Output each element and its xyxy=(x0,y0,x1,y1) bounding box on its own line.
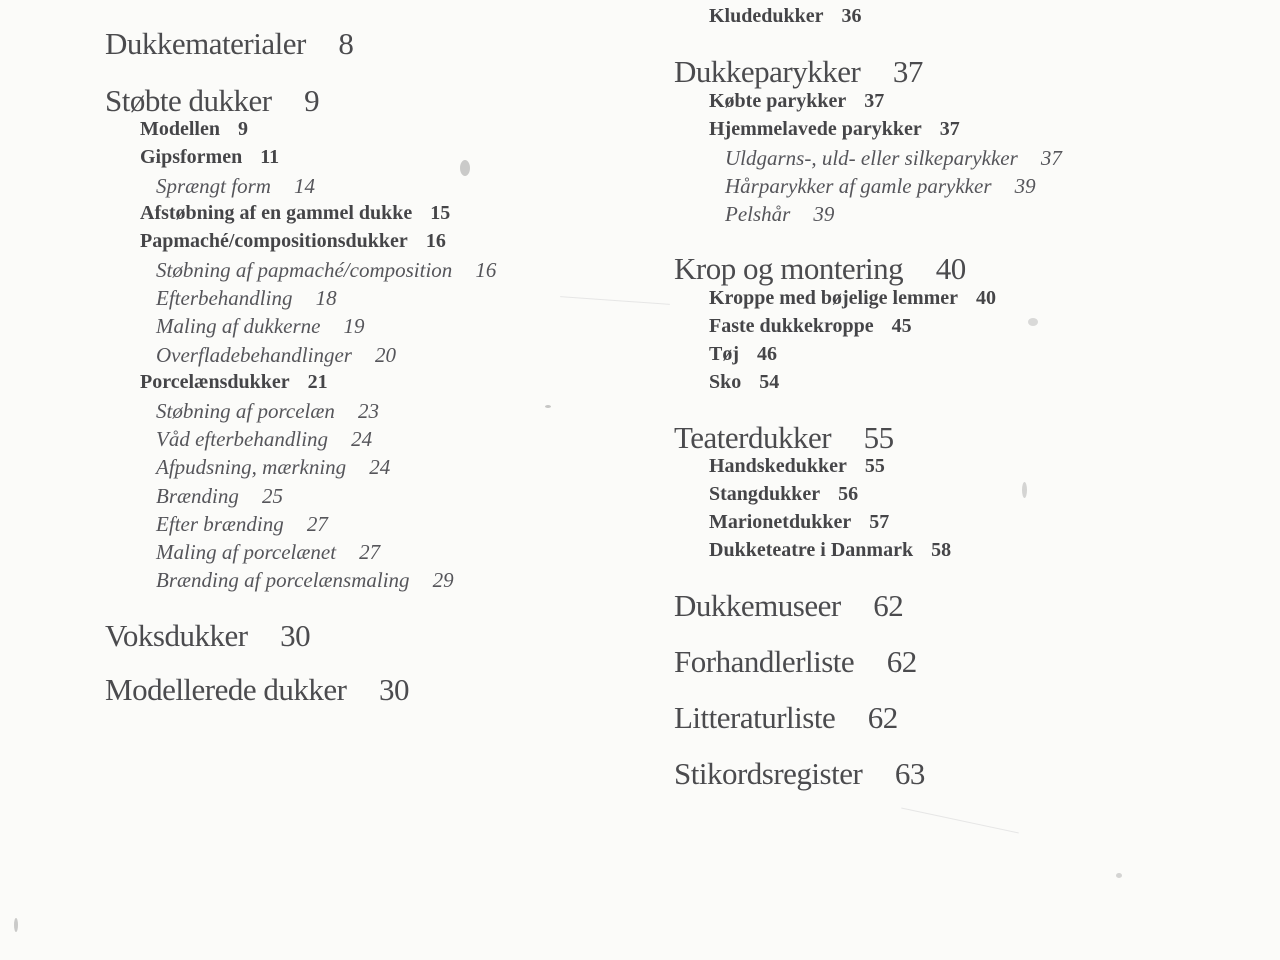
toc-entry-page-number: 29 xyxy=(432,568,454,592)
toc-entry-page-number: 8 xyxy=(338,26,354,61)
toc-entry-title: Papmaché/compositionsdukker xyxy=(140,230,408,252)
toc-entry xyxy=(156,484,283,509)
paper-scratch xyxy=(560,296,670,305)
toc-entry xyxy=(674,420,894,456)
toc-entry-title: Stangdukker xyxy=(709,483,821,505)
toc-entry xyxy=(140,202,450,225)
toc-entry-page-number: 56 xyxy=(838,483,859,505)
toc-entry xyxy=(709,5,861,28)
toc-entry-title: Brænding af porcelænsmaling xyxy=(156,568,410,592)
toc-entry-page-number: 16 xyxy=(475,258,497,282)
toc-entry xyxy=(140,230,446,253)
paper-speck xyxy=(460,160,470,176)
toc-entry-page-number: 14 xyxy=(294,174,316,198)
toc-entry-title: Maling af porcelænet xyxy=(156,540,337,564)
toc-entry-title: Efterbehandling xyxy=(156,286,293,310)
toc-entry-title: Våd efterbehandling xyxy=(156,427,329,451)
paper-speck xyxy=(14,918,18,932)
toc-entry xyxy=(156,568,454,593)
toc-entry xyxy=(709,118,960,141)
toc-entry-page-number: 24 xyxy=(369,455,391,479)
paper-speck xyxy=(545,405,551,408)
toc-entry-page-number: 55 xyxy=(863,420,894,455)
toc-entry xyxy=(156,286,337,311)
toc-entry-title: Faste dukkekroppe xyxy=(709,315,874,337)
toc-entry xyxy=(709,371,779,394)
toc-entry-title: Hjemmelavede parykker xyxy=(709,118,922,140)
toc-entry-title: Porcelænsdukker xyxy=(140,371,290,393)
toc-entry xyxy=(105,26,353,62)
toc-entry-page-number: 37 xyxy=(892,54,923,89)
toc-entry-page-number: 63 xyxy=(894,756,925,791)
toc-entry-title: Købte parykker xyxy=(709,90,847,112)
toc-entry xyxy=(156,258,496,283)
toc-entry-title: Handskedukker xyxy=(709,455,847,477)
toc-entry-title: Stikordsregister xyxy=(674,756,863,791)
toc-entry-page-number: 20 xyxy=(375,343,397,367)
toc-entry-page-number: 37 xyxy=(864,90,885,112)
toc-entry-title: Kroppe med bøjelige lemmer xyxy=(709,287,959,309)
toc-entry-page-number: 37 xyxy=(939,118,960,140)
toc-entry xyxy=(725,202,834,227)
toc-entry-page-number: 37 xyxy=(1040,146,1062,170)
toc-entry-title: Modellen xyxy=(140,118,220,140)
toc-entry xyxy=(156,399,379,424)
toc-entry-title: Efter brænding xyxy=(156,512,284,536)
toc-entry-page-number: 62 xyxy=(867,700,898,735)
toc-entry-title: Forhandlerliste xyxy=(674,644,855,679)
toc-entry xyxy=(156,314,365,339)
toc-entry xyxy=(674,54,923,90)
toc-entry-title: Dukkemuseer xyxy=(674,588,841,623)
toc-entry-page-number: 27 xyxy=(306,512,328,536)
toc-entry-title: Tøj xyxy=(709,343,739,365)
toc-entry-title: Dukketeatre i Danmark xyxy=(709,539,914,561)
toc-entry-title: Modellerede dukker xyxy=(105,672,347,707)
toc-entry xyxy=(105,83,319,119)
toc-entry-page-number: 21 xyxy=(307,371,328,393)
toc-entry xyxy=(674,700,898,736)
toc-entry-page-number: 18 xyxy=(315,286,337,310)
toc-entry-page-number: 15 xyxy=(430,202,451,224)
toc-entry xyxy=(709,539,951,562)
toc-entry-page-number: 30 xyxy=(379,672,410,707)
toc-entry xyxy=(709,483,858,506)
toc-entry xyxy=(674,644,917,680)
toc-entry-page-number: 39 xyxy=(1014,174,1036,198)
toc-entry-title: Brænding xyxy=(156,484,239,508)
toc-entry-title: Sko xyxy=(709,371,742,393)
toc-entry-page-number: 24 xyxy=(351,427,373,451)
toc-entry-page-number: 36 xyxy=(841,5,862,27)
toc-entry xyxy=(140,118,248,141)
toc-entry xyxy=(140,146,279,169)
toc-entry-title: Hårparykker af gamle parykker xyxy=(725,174,992,198)
toc-entry xyxy=(725,174,1036,199)
paper-speck xyxy=(1116,873,1122,878)
toc-entry-page-number: 27 xyxy=(359,540,381,564)
toc-entry-page-number: 39 xyxy=(813,202,835,226)
toc-entry xyxy=(709,511,889,534)
toc-entry-title: Støbte dukker xyxy=(105,83,272,118)
toc-entry-title: Overfladebehandlinger xyxy=(156,343,352,367)
toc-entry-page-number: 62 xyxy=(886,644,917,679)
toc-entry-page-number: 9 xyxy=(238,118,248,140)
paper-speck xyxy=(1028,318,1038,326)
toc-entry-title: Dukkematerialer xyxy=(105,26,306,61)
toc-entry xyxy=(674,756,925,792)
toc-entry-page-number: 19 xyxy=(343,314,365,338)
toc-entry-title: Litteraturliste xyxy=(674,700,836,735)
toc-entry-title: Pelshår xyxy=(725,202,791,226)
toc-entry-page-number: 16 xyxy=(425,230,446,252)
toc-entry-page-number: 58 xyxy=(931,539,952,561)
toc-entry-page-number: 30 xyxy=(280,618,311,653)
toc-entry xyxy=(709,90,884,113)
toc-entry xyxy=(105,672,409,708)
toc-entry-title: Støbning af papmaché/composition xyxy=(156,258,453,282)
paper-speck xyxy=(1022,482,1027,498)
toc-entry-title: Kludedukker xyxy=(709,5,824,27)
toc-entry xyxy=(725,146,1062,171)
toc-entry-title: Voksdukker xyxy=(105,618,248,653)
toc-entry-title: Marionetdukker xyxy=(709,511,852,533)
toc-entry-page-number: 11 xyxy=(260,146,280,168)
toc-entry-title: Sprængt form xyxy=(156,174,271,198)
toc-entry xyxy=(674,588,903,624)
toc-entry xyxy=(156,455,390,480)
toc-entry xyxy=(709,315,912,338)
toc-entry xyxy=(709,287,996,310)
toc-entry-page-number: 45 xyxy=(891,315,912,337)
toc-entry-title: Støbning af porcelæn xyxy=(156,399,335,423)
toc-entry xyxy=(156,540,380,565)
toc-entry xyxy=(709,455,885,478)
toc-entry xyxy=(156,343,396,368)
paper-scratch xyxy=(901,808,1019,834)
toc-entry xyxy=(156,174,315,199)
toc-entry-page-number: 40 xyxy=(935,251,966,286)
toc-entry xyxy=(156,512,328,537)
toc-entry xyxy=(105,618,310,654)
toc-entry xyxy=(709,343,777,366)
toc-entry-page-number: 23 xyxy=(357,399,379,423)
toc-entry-title: Uldgarns-, uld- eller silkeparykker xyxy=(725,146,1018,170)
toc-entry-page-number: 40 xyxy=(976,287,997,309)
toc-entry xyxy=(674,251,966,287)
toc-entry-page-number: 46 xyxy=(757,343,777,365)
toc-entry-title: Gipsformen xyxy=(140,146,243,168)
toc-entry xyxy=(140,371,328,394)
toc-entry-page-number: 62 xyxy=(873,588,904,623)
toc-entry-page-number: 25 xyxy=(261,484,283,508)
toc-entry xyxy=(156,427,372,452)
toc-entry-page-number: 54 xyxy=(759,371,780,393)
toc-entry-title: Maling af dukkerne xyxy=(156,314,321,338)
toc-entry-title: Teaterdukker xyxy=(674,420,832,455)
toc-entry-title: Afpudsning, mærkning xyxy=(156,455,347,479)
toc-entry-title: Dukkeparykker xyxy=(674,54,861,89)
toc-entry-title: Afstøbning af en gammel dukke xyxy=(140,202,413,224)
toc-entry-page-number: 55 xyxy=(864,455,885,477)
toc-entry-page-number: 57 xyxy=(869,511,890,533)
toc-entry-title: Krop og montering xyxy=(674,251,904,286)
toc-entry-page-number: 9 xyxy=(304,83,320,118)
